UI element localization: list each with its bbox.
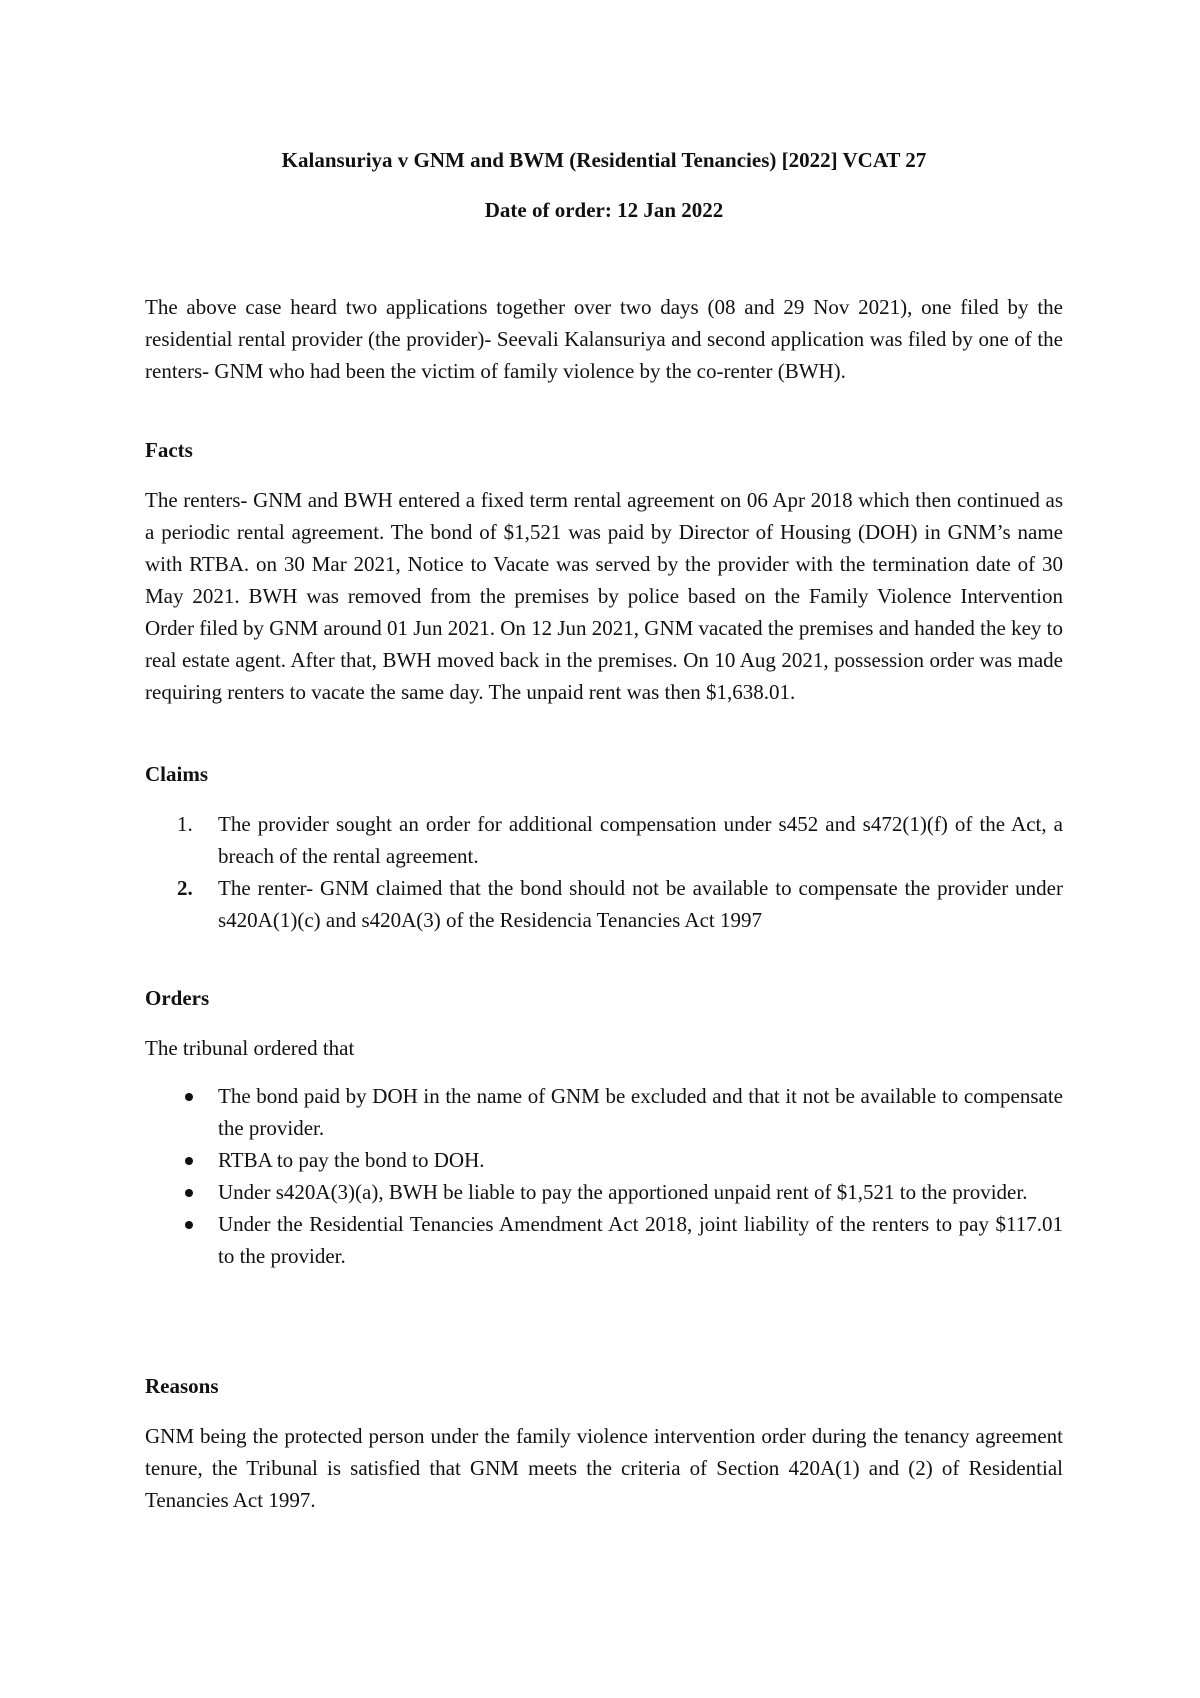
bullet-icon xyxy=(185,1157,193,1165)
orders-heading: Orders xyxy=(145,986,210,1010)
list-number: 1. xyxy=(177,812,193,836)
order-text: Under s420A(3)(a), BWH be liable to pay the apportioned unpaid rent of $1,521 to the provider. xyxy=(218,1180,1028,1204)
order-text: RTBA to pay the bond to DOH. xyxy=(218,1148,485,1172)
case-title: Kalansuriya v GNM and BWM (Residential Tenancies) [2022] VCAT 27 xyxy=(281,148,927,172)
list-item xyxy=(145,1080,1063,1144)
list-number: 2. xyxy=(177,876,193,900)
reasons-heading: Reasons xyxy=(145,1374,219,1398)
list-item xyxy=(145,1176,1063,1208)
claim-text: The provider sought an order for additional compensation under s452 and s472(1)(f) of the Act, a breach of the rental agreement. xyxy=(218,812,1063,868)
claims-list xyxy=(145,808,1063,936)
order-text: The bond paid by DOH in the name of GNM be excluded and that it not be available to compensate the provider. xyxy=(218,1084,1063,1140)
reasons-paragraph: GNM being the protected person under the family violence intervention order during the tenancy agreement tenure, the Tribunal is satisfied that GNM meets the criteria of Section 420A(1) and (2) of Residential Tenancies Act 1997. xyxy=(145,1424,1063,1512)
claims-heading: Claims xyxy=(145,762,208,786)
list-item xyxy=(145,808,1063,872)
order-text: Under the Residential Tenancies Amendment Act 2018, joint liability of the renters to pay $117.01 to the provider. xyxy=(218,1212,1063,1268)
claim-text: The renter- GNM claimed that the bond should not be available to compensate the provider under s420A(1)(c) and s420A(3) of the Residencia Tenancies Act 1997 xyxy=(218,876,1063,932)
facts-paragraph: The renters- GNM and BWH entered a fixed term rental agreement on 06 Apr 2018 which then continued as a periodic rental agreement. The bond of $1,521 was paid by Director of Housing (DOH) in GNM’s name with RTBA. on 30 Mar 2021, Notice to Vacate was served by the provider with the termination date of 30 May 2021. BWH was removed from the premises by police based on the Family Violence Intervention Order filed by GNM around 01 Jun 2021. On 12 Jun 2021, GNM vacated the premises and handed the key to real estate agent. After that, BWH moved back in the premises. On 10 Aug 2021, possession order was made requiring renters to vacate the same day. The unpaid rent was then $1,638.01. xyxy=(145,488,1063,704)
facts-heading: Facts xyxy=(145,438,193,462)
bullet-icon xyxy=(185,1189,193,1197)
intro-paragraph: The above case heard two applications together over two days (08 and 29 Nov 2021), one filed by the residential rental provider (the provider)- Seevali Kalansuriya and second application was filed by one of the renters- GNM who had been the victim of family violence by the co-renter (BWH). xyxy=(145,295,1063,383)
orders-intro: The tribunal ordered that xyxy=(145,1036,355,1060)
orders-list xyxy=(145,1080,1063,1272)
bullet-icon xyxy=(185,1093,193,1101)
bullet-icon xyxy=(185,1221,193,1229)
list-item xyxy=(145,1144,1063,1176)
list-item xyxy=(145,872,1063,936)
date-of-order: Date of order: 12 Jan 2022 xyxy=(484,198,724,222)
list-item xyxy=(145,1208,1063,1272)
